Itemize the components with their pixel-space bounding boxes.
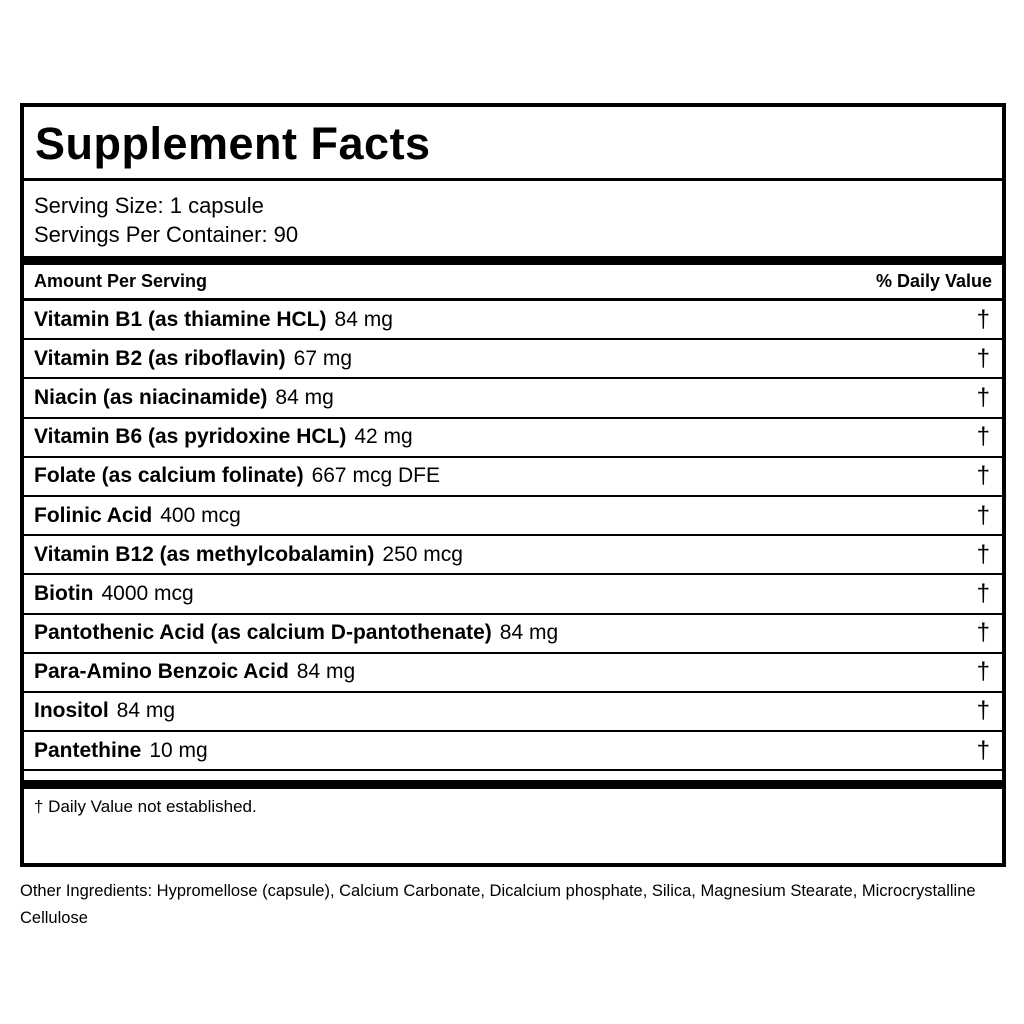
daily-value-header: % Daily Value <box>875 271 992 291</box>
nutrient-row <box>24 458 1002 497</box>
nutrient-name: Vitamin B6 (as pyridoxine HCL) <box>34 425 347 449</box>
supplement-facts-panel <box>20 103 1006 867</box>
nutrient-name: Inositol <box>34 699 109 723</box>
daily-value-mark: † <box>976 697 990 725</box>
daily-value-mark: † <box>976 462 990 490</box>
thick-divider <box>24 256 1002 265</box>
nutrient-amount: 84 mg <box>499 621 559 645</box>
nutrient-name: Vitamin B1 (as thiamine HCL) <box>34 307 327 331</box>
nutrient-row <box>24 340 1002 379</box>
nutrient-name: Pantethine <box>34 738 142 762</box>
nutrient-amount: 84 mg <box>116 699 176 723</box>
nutrient-name: Vitamin B2 (as riboflavin) <box>34 346 286 370</box>
nutrient-amount: 667 mcg DFE <box>311 464 440 488</box>
nutrient-amount: 4000 mcg <box>101 581 194 605</box>
thick-divider-bottom <box>24 780 1002 789</box>
nutrient-amount: 84 mg <box>275 385 334 409</box>
daily-value-mark: † <box>976 305 990 333</box>
nutrient-row <box>24 615 1002 654</box>
daily-value-mark: † <box>976 344 990 372</box>
spacer <box>24 771 1002 780</box>
other-ingredients: Other Ingredients: Hypromellose (capsule), Calcium Carbonate, Dicalcium phosphate, Silica, Magnesium Stearate, Microcrystalline Cellulose <box>20 882 976 927</box>
nutrient-name: Pantothenic Acid (as calcium D-pantothenate) <box>34 621 492 645</box>
daily-value-mark: † <box>976 540 990 568</box>
nutrient-row <box>24 654 1002 693</box>
nutrient-row <box>24 301 1002 340</box>
nutrient-amount: 400 mcg <box>160 503 241 527</box>
nutrient-amount: 42 mg <box>354 425 413 449</box>
nutrient-row <box>24 536 1002 575</box>
nutrient-amount: 67 mg <box>293 346 353 370</box>
nutrient-row <box>24 575 1002 614</box>
nutrient-name: Para-Amino Benzoic Acid <box>34 660 289 684</box>
serving-info <box>24 181 1002 256</box>
nutrient-amount: 250 mcg <box>382 542 463 566</box>
daily-value-mark: † <box>976 619 990 647</box>
daily-value-mark: † <box>976 383 990 411</box>
column-header <box>24 265 1002 301</box>
nutrient-name: Niacin (as niacinamide) <box>34 385 268 409</box>
nutrient-row <box>24 497 1002 536</box>
daily-value-mark: † <box>976 423 990 451</box>
daily-value-mark: † <box>976 736 990 764</box>
nutrient-name: Biotin <box>34 581 94 605</box>
nutrient-name: Folinic Acid <box>34 503 153 527</box>
nutrient-row <box>24 693 1002 732</box>
daily-value-mark: † <box>976 579 990 607</box>
nutrient-row <box>24 732 1002 771</box>
nutrient-amount: 84 mg <box>296 660 356 684</box>
nutrient-name: Vitamin B12 (as methylcobalamin) <box>34 542 375 566</box>
footnote: † Daily Value not established. <box>34 797 257 817</box>
nutrient-row <box>24 379 1002 418</box>
nutrient-amount: 10 mg <box>149 738 208 762</box>
servings-per-container: Servings Per Container: 90 <box>34 222 299 247</box>
nutrient-name: Folate (as calcium folinate) <box>34 464 304 488</box>
serving-size: Serving Size: 1 capsule <box>34 193 264 218</box>
daily-value-mark: † <box>976 501 990 529</box>
nutrient-row <box>24 419 1002 458</box>
nutrient-amount: 84 mg <box>334 307 393 331</box>
amount-per-serving-header: Amount Per Serving <box>34 271 208 291</box>
nutrient-list <box>24 301 1002 771</box>
daily-value-mark: † <box>976 658 990 686</box>
panel-title: Supplement Facts <box>24 107 1002 181</box>
